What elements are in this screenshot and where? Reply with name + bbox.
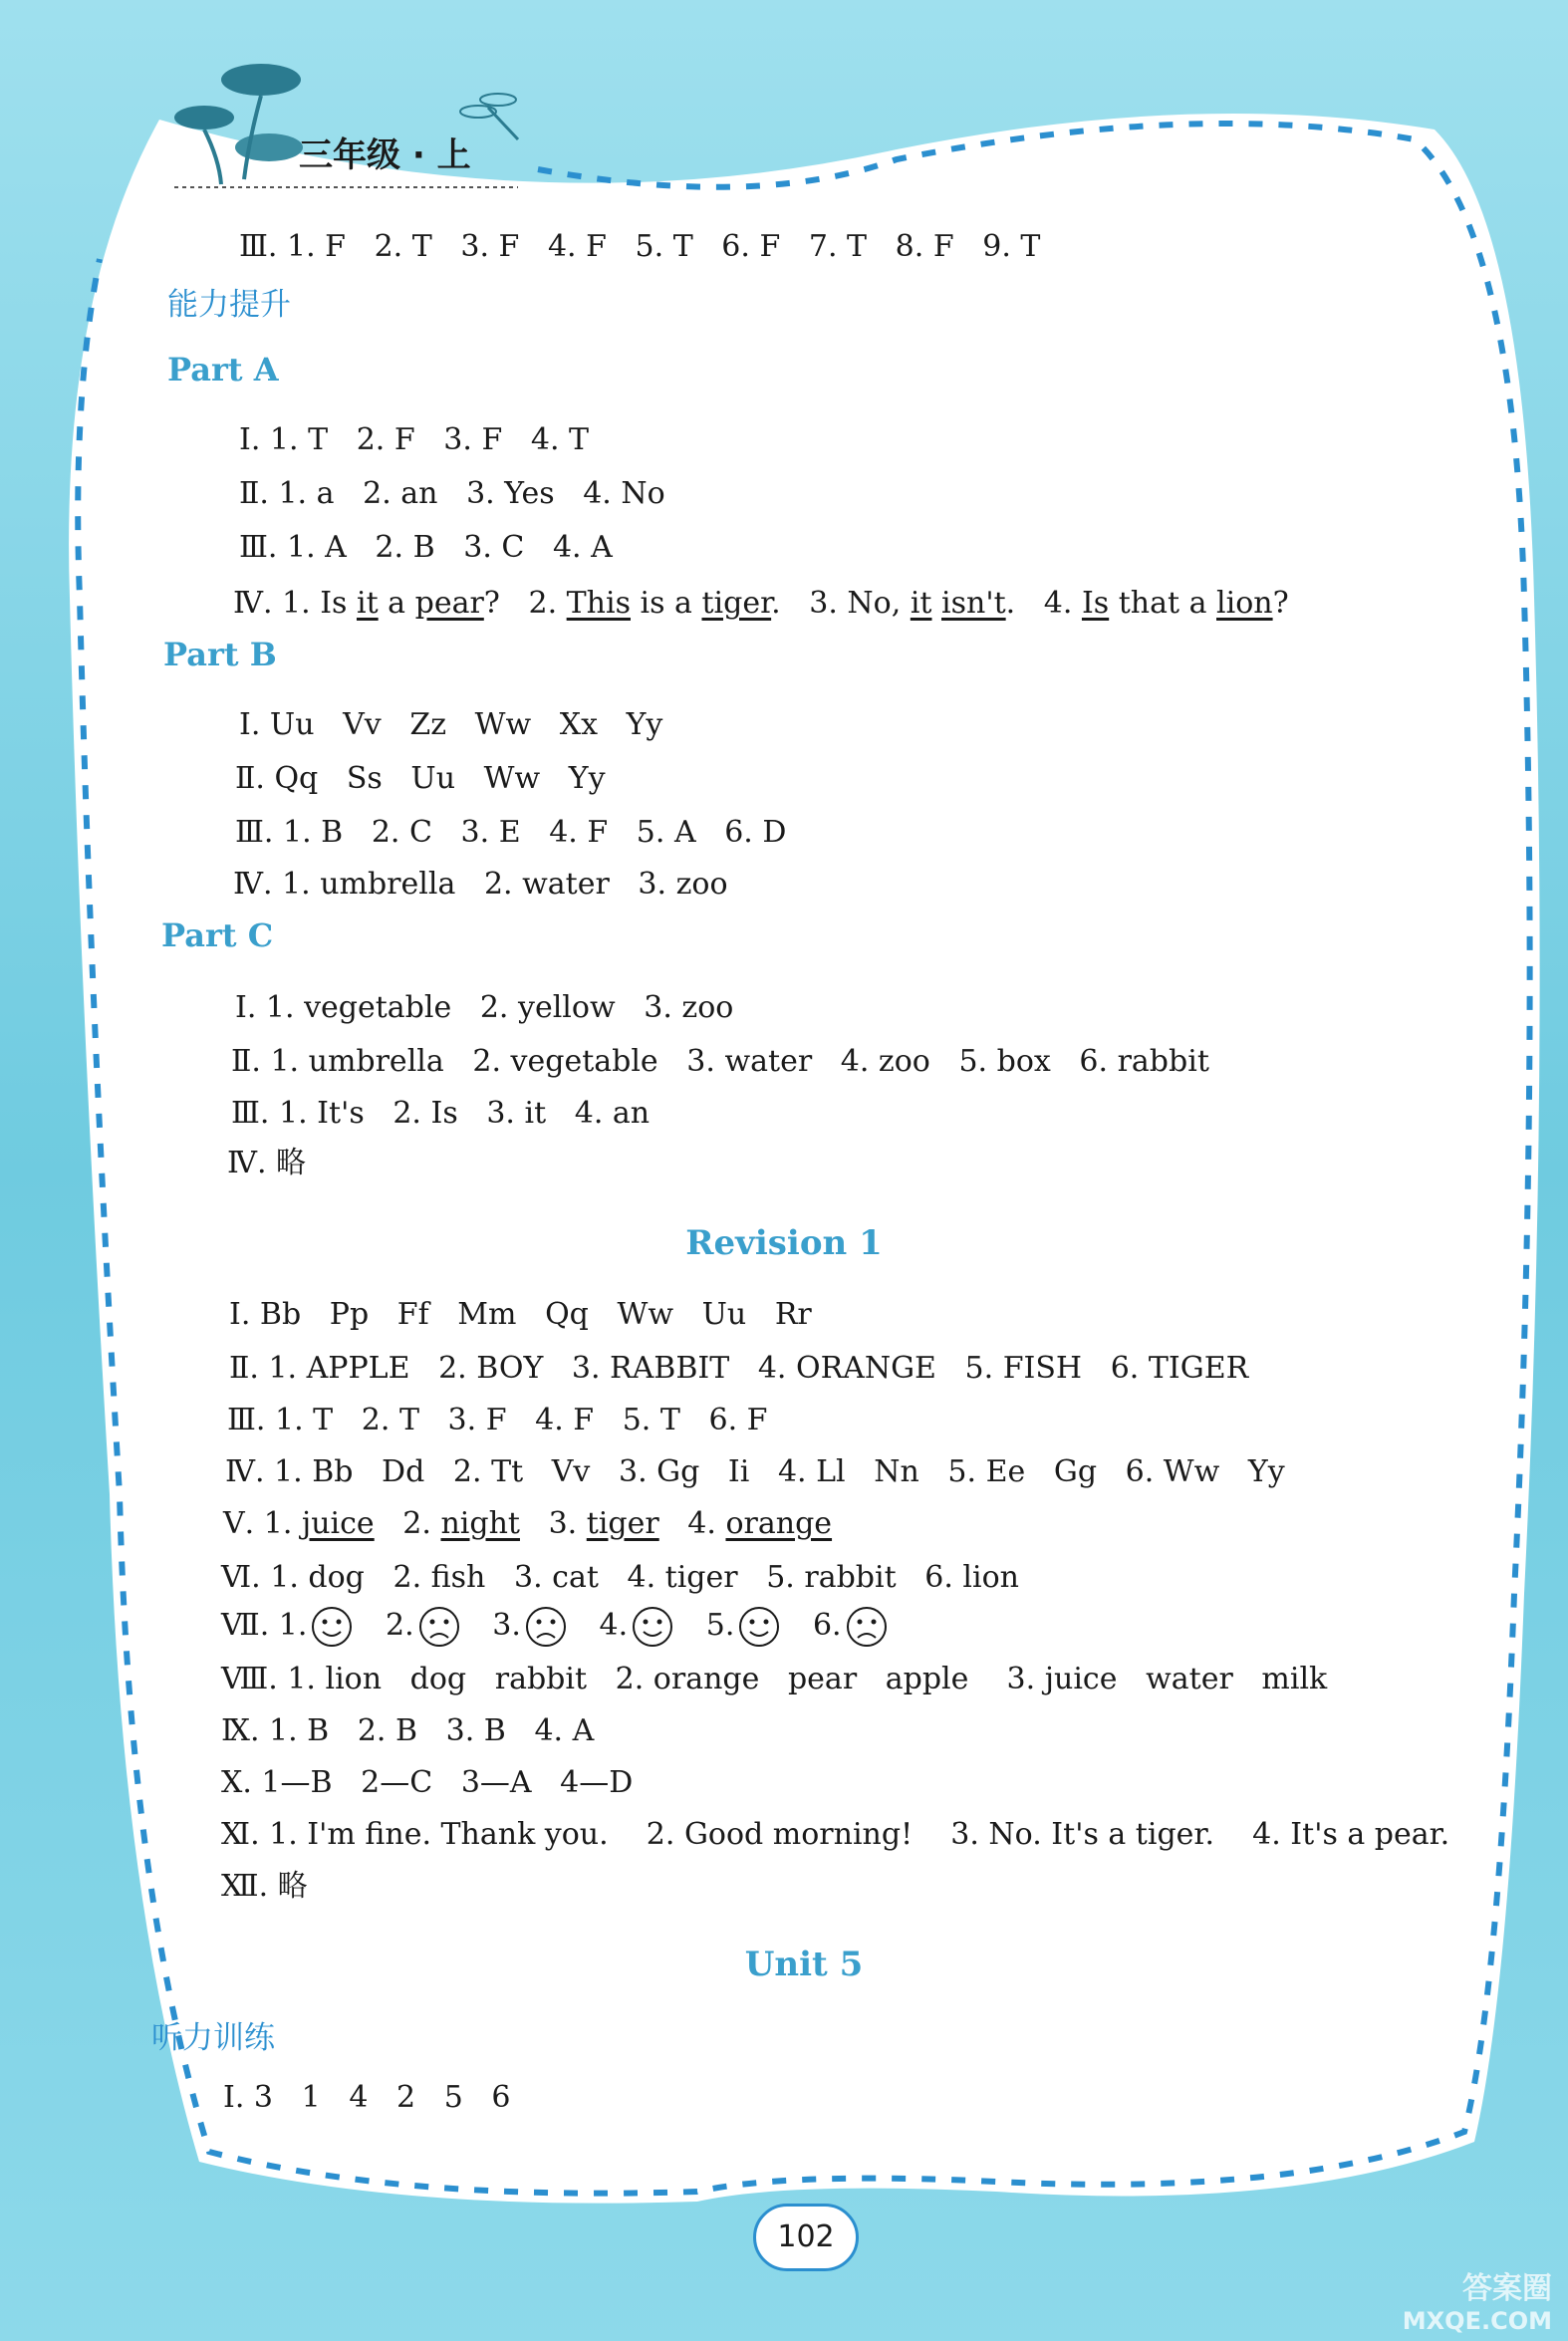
- part-c-line-2: Ⅱ. 1. umbrella 2. vegetable 3. water 4. zoo 5. box 6. rabbit: [231, 1044, 1209, 1079]
- revision-title: Revision 1: [685, 1223, 883, 1263]
- watermark: [1403, 2263, 1552, 2335]
- part-a-line-1: Ⅰ. 1. T 2. F 3. F 4. T: [239, 422, 590, 457]
- happy-face-icon: [311, 1606, 353, 1648]
- unit5-line-1: Ⅰ. 3 1 4 2 5 6: [223, 2080, 511, 2115]
- page-number: 102: [753, 2204, 859, 2271]
- revision-line-11: Ⅺ. 1. I'm fine. Thank you. 2. Good morning! 3. No. It's a tiger. 4. It's a pear.: [221, 1817, 1450, 1852]
- revision-line-1: Ⅰ. Bb Pp Ff Mm Qq Ww Uu Rr: [229, 1297, 812, 1332]
- answer-line-top: Ⅲ. 1. F 2. T 3. F 4. F 5. T 6. F 7. T 8. F 9. T: [239, 229, 1041, 264]
- part-c-line-1: Ⅰ. 1. vegetable 2. yellow 3. zoo: [235, 990, 734, 1025]
- revision-line-7: Ⅶ. 1. 2. 3. 4. 5. 6.: [221, 1606, 892, 1648]
- part-c-line-3: Ⅲ. 1. It's 2. Is 3. it 4. an: [231, 1096, 651, 1131]
- part-b-line-1: Ⅰ. Uu Vv Zz Ww Xx Yy: [239, 707, 663, 742]
- revision-line-5: Ⅴ. 1. juice 2. night 3. tiger 4. orange: [223, 1506, 833, 1541]
- part-a-line-3: Ⅲ. 1. A 2. B 3. C 4. A: [239, 530, 613, 565]
- sad-face-icon: [846, 1606, 888, 1648]
- part-b-line-4: Ⅳ. 1. umbrella 2. water 3. zoo: [233, 867, 728, 902]
- part-b-title: Part B: [163, 636, 277, 673]
- part-c-title: Part C: [161, 916, 274, 954]
- ability-section-title: 能力提升: [167, 287, 291, 323]
- unit5-title: Unit 5: [744, 1945, 864, 1984]
- part-b-line-2: Ⅱ. Qq Ss Uu Ww Yy: [235, 761, 606, 796]
- revision-line-2: Ⅱ. 1. APPLE 2. BOY 3. RABBIT 4. ORANGE 5. FISH 6. TIGER: [229, 1351, 1249, 1386]
- revision-line-9: Ⅸ. 1. B 2. B 3. B 4. A: [221, 1713, 595, 1748]
- revision-line-8: Ⅷ. 1. lion dog rabbit 2. orange pear apple 3. juice water milk: [221, 1662, 1328, 1696]
- part-c-line-4: Ⅳ. 略: [227, 1146, 307, 1180]
- revision-line-12: Ⅻ. 略: [221, 1869, 308, 1904]
- sad-face-icon: [418, 1606, 460, 1648]
- revision-line-6: Ⅵ. 1. dog 2. fish 3. cat 4. tiger 5. rabbit 6. lion: [221, 1560, 1019, 1595]
- happy-face-icon: [738, 1606, 780, 1648]
- revision-line-3: Ⅲ. 1. T 2. T 3. F 4. F 5. T 6. F: [227, 1403, 768, 1437]
- watermark-line-2: MXQE.COM: [1402, 2307, 1552, 2335]
- watermark-line-1: 答案圈: [1462, 2271, 1552, 2306]
- grade-title: 三年级 · 上: [299, 135, 471, 175]
- part-a-line-4: Ⅳ. 1. Is it a pear? 2. This is a tiger. 3. No, it isn't. 4. Is that a lion?: [233, 586, 1289, 621]
- part-a-line-2: Ⅱ. 1. a 2. an 3. Yes 4. No: [239, 476, 665, 511]
- part-b-line-3: Ⅲ. 1. B 2. C 3. E 4. F 5. A 6. D: [235, 815, 787, 850]
- revision-line-10: Ⅹ. 1—B 2—C 3—A 4—D: [221, 1765, 634, 1800]
- sad-face-icon: [525, 1606, 567, 1648]
- revision-line-4: Ⅳ. 1. Bb Dd 2. Tt Vv 3. Gg Ii 4. Ll Nn 5. Ee Gg 6. Ww Yy: [225, 1454, 1285, 1489]
- happy-face-icon: [632, 1606, 673, 1648]
- listening-section-title: 听力训练: [151, 2020, 275, 2056]
- part-a-title: Part A: [167, 351, 279, 389]
